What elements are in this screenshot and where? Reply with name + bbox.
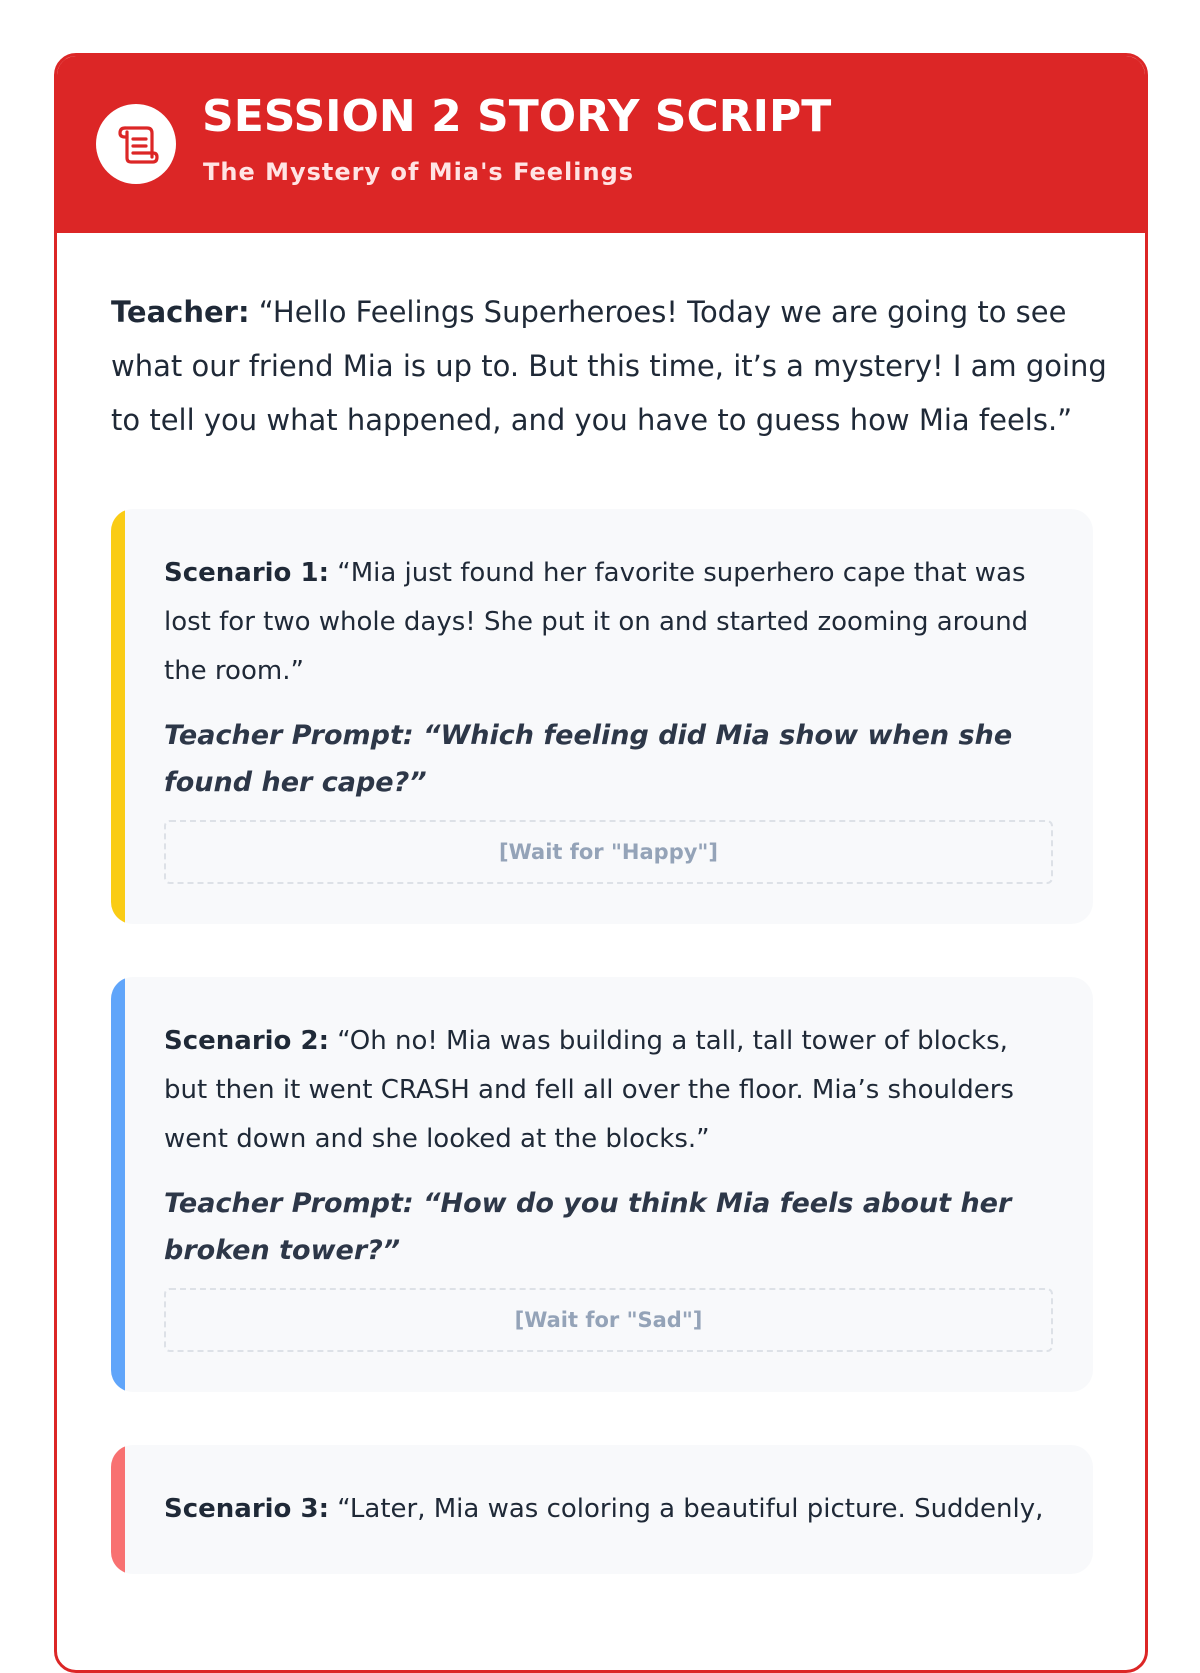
scenario-description: “Later, Mia was coloring a beautiful picture. Suddenly, [337, 1494, 1044, 1524]
scenario-card-2 [111, 977, 1093, 1392]
wait-for-answer-box: [Wait for "Sad"] [164, 1288, 1053, 1352]
scenario-accent-stripe [111, 977, 125, 1392]
scenario-text [164, 1485, 1053, 1534]
scenario-description: “Oh no! Mia was building a tall, tall tower of blocks, but then it went CRASH and fell all over the floor. Mia’s shoulders went down and she looked at the blocks.” [164, 1026, 1014, 1154]
speaker-label: Teacher: [111, 295, 250, 329]
scenario-card-3 [111, 1445, 1093, 1574]
teacher-prompt: Teacher Prompt: “How do you think Mia feels about her broken tower?” [164, 1188, 1012, 1266]
scenario-text [164, 549, 1053, 696]
scenario-accent-stripe [111, 509, 125, 924]
scenario-text [164, 1017, 1053, 1164]
card-body [57, 233, 1145, 1574]
scenario-accent-stripe [111, 1445, 125, 1574]
scenario-label: Scenario 3: [164, 1494, 329, 1524]
teacher-prompt: Teacher Prompt: “Which feeling did Mia show when she found her cape?” [164, 720, 1013, 798]
wait-for-answer-box: [Wait for "Happy"] [164, 820, 1053, 884]
teacher-intro [111, 285, 1111, 447]
story-script-card [54, 53, 1148, 1673]
scenario-label: Scenario 2: [164, 1026, 329, 1056]
intro-text: “Hello Feelings Superheroes! Today we are going to see what our friend Mia is up to. But this time, it’s a mystery! I am going to tell you what happened, and you have to guess how Mia feels.” [111, 295, 1107, 437]
scenario-card-1 [111, 509, 1093, 924]
scroll-icon [96, 104, 176, 184]
card-header [57, 56, 1145, 233]
page-subtitle: The Mystery of Mia's Feelings [203, 158, 635, 186]
page-title: SESSION 2 STORY SCRIPT [202, 91, 832, 142]
scenario-label: Scenario 1: [164, 558, 329, 588]
scenario-description: “Mia just found her favorite superhero cape that was lost for two whole days! She put it on and started zooming around the room.” [164, 558, 1029, 686]
